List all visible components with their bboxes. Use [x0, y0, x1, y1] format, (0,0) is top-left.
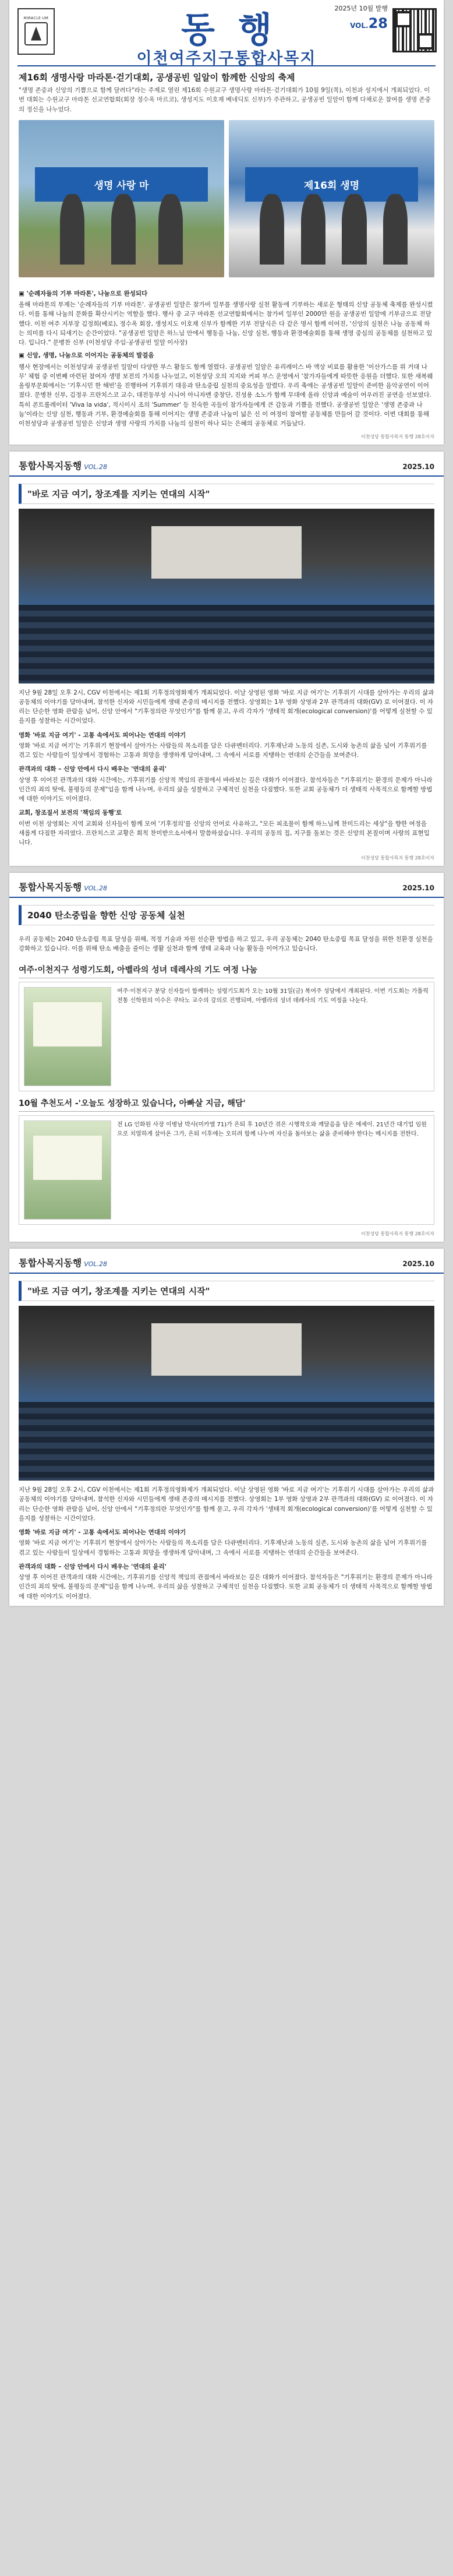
subsection-title: 관객과의 대화 – 신앙 안에서 다시 배우는 '연대의 윤리' — [19, 766, 167, 773]
footnote: 이천성당 통합사목지 통행 28호이자 — [361, 1231, 434, 1237]
event-photo-2 — [229, 120, 434, 277]
book-cover-image — [24, 1120, 111, 1220]
issue-date: 2025년 10월 발행 — [334, 5, 388, 12]
subsection-title: 영화 '바로 지금 여기' - 고통 속에서도 피어나는 연대의 이야기 — [19, 731, 186, 739]
newsletter-page-3 — [9, 873, 444, 1242]
page-header-date: 2025.10 — [402, 883, 434, 892]
photo-banner: 생명 사랑 마 — [35, 167, 208, 202]
paragraph: 영화 '바로 지금 여기'는 기후위기 현장에서 살아가는 사람들의 목소리를 담은 다큐멘터리다. 기후재난과 노동의 실존, 도시와 농촌의 삶을 넘어 기후위기를 겪고 있는 사람들이 일상에서 경험하는 고통과 희망을 생생하게 담아내며, 그 속에서 서로를 지탱하는 연대의 순간들을 보여준다. — [19, 1539, 427, 1556]
paragraph: 지난 9월 28일 오후 2시, CGV 이천에서는 제1회 기후정의영화제가 개최되었다. 이날 상영된 영화 '바로 지금 여기'는 기후위기 시대를 살아가는 우리의 삶과 공동체의 이야기를 담아내며, 참석한 신자와 시민들에게 생태 존중의 메시지를 전했다. 상영회는 1부 영화 상영과 2부 관객과의 대화(GV) 로 이어졌다. 이 자리는 단순한 영화 관람을 넘어, 신앙 안에서 "기후정의란 무엇인가"를 함께 묻고, 우리 각자가 '생태적 회개(ecological conversion)'를 어떻게 실천할 수 있을지를 성찰하는 시간이었다. — [19, 1486, 434, 1522]
paragraph: 상영 후 이어진 관객과의 대화 시간에는, 기후위기를 신앙적 책임의 관점에서 바라보는 깊은 대화가 이어졌다. 참석자들은 "기후위기는 환경의 문제가 아니라 인간의 죄의 탓에, 불평등의 문제"임을 함께 나누며, 우리의 삶을 성찰하고 구체적인 실천을 다짐했다. 또한 교회 공동체가 더 생태적 사목적으로 함께할 방법에 대한 이야기도 이어졌다. — [19, 1574, 433, 1600]
article-body — [9, 283, 444, 431]
article-headline: 제16회 생명사랑 마라톤·걷기대회, 공생공빈 일알이 함께한 신앙의 축제 — [19, 72, 295, 83]
subsection-title: 영화 '바로 지금 여기' - 고통 속에서도 피어나는 연대의 이야기 — [19, 1529, 186, 1537]
article-body — [9, 930, 444, 958]
poster-image — [24, 987, 111, 1086]
newsletter-page-1 — [9, 0, 444, 445]
page-header — [9, 873, 444, 898]
paragraph: 우리 공동체는 2040 탄소중립 목표 달성을 위해, 적정 기술과 자원 선순환 방법을 하고 있고, 우리 공동체는 2040 탄소중립 목표 달성을 위한 친환경 실천을 강화하고 있습니다. 이를 위해 탄소 배출을 줄이는 생활 실천과 함께 생태 교육과 나눔 활동을 이어가고 있습니다. — [19, 935, 433, 952]
page-header — [9, 452, 444, 477]
paragraph: 행사 현장에서는 이천성당과 공생공빈 일알이 다양한 부스 활동도 함께 열렸다. 공생공빈 일알은 유리레이스 바 액상 비료를 활용한 '이산가스를 위 거대 나무' 체험 중 이번째 마련된 참여자 생명 보전의 가치를 나누었고, 이천성당 오의 지지와 커피 부스 운영에서 '참가자들에게 따뜻한 응원을 더했다. 또한 새복웨올링부문회에서는 '기후시민 한 해빈'을 진행하여 기후위기 대응과 탄소중립 실천의 중요성을 알렸다. 우리 축에는 공생공빈 일알이 준비한 음악공연이 이어졌다. 문병찬 신부, 김정우 프란치스코 교수, 대전동부성 시니어 아니자맨 중창단, 진성용 소노가 함께 무대에 올라 신앙과 예술이 어우러진 공연을 선보였다. 특히 콘트롤레이터 'Viva la vida', 적시이시 조의 'Summer' 등 친숙한 곡들이 참가자들에게 큰 감동과 기쁨을 전했다. 공생공빈 일알은 '생명 존중과 나눔'이라는 신앙 실천, 행동과 기부, 환경예술회를 통해 이어지는 생명 존중과 나눔이 넓은 신 이 여정이 참여할 공동체를 만들어 갈 것이다. 이번 대회를 통해 이천성당과 공생공빈 일알은 신앙과 생명 사랑의 가치를 나눔의 실천이 하나 되는 은혜의 공동체로 거듭났다. — [19, 363, 433, 428]
paragraph: 지난 9월 28일 오후 2시, CGV 이천에서는 제1회 기후정의영화제가 개최되었다. 이날 상영된 영화 '바로 지금 여기'는 기후위기 시대를 살아가는 우리의 삶과 공동체의 이야기를 담아내며, 참석한 신자와 시민들에게 생태 존중의 메시지를 전했다. 상영회는 1부 영화 상영과 2부 관객과의 대화(GV) 로 이어졌다. 이 자리는 단순한 영화 관람을 넘어, 신앙 안에서 "기후정의란 무엇인가"를 함께 묻고, 우리 각자가 '생태적 회개(ecological conversion)'를 어떻게 실천할 수 있을지를 성찰하는 시간이었다. — [19, 689, 434, 725]
article-body — [9, 1481, 444, 1606]
newsletter-page-2 — [9, 452, 444, 866]
page-header-name: 통합사목지동행 VOL.28 — [19, 881, 108, 893]
subsection-title: 교회, 창조질서 보전의 '책임의 동행'로 — [19, 809, 122, 817]
paragraph: 이번 이천 상영회는 지역 교회와 신자들이 함께 모여 '기후정의'를 신앙의 언어로 사유하고, "모든 피조물이 함께 하느님께 찬미드리는 세상"을 향한 여정을 새롭게 다짐한 자리였다. 프란치스코 교황은 회칙 찬미받으소서에서 말씀하셨습니다. 우리의 공동의 집, 지구를 돌보는 것은 신앙의 본질이며 사랑의 표현입니다. — [19, 820, 430, 847]
volume-number: VOL.28 — [350, 15, 388, 31]
section-title: "바로 지금 여기, 창조계를 지키는 연대의 시작" — [19, 484, 434, 504]
section-title: "바로 지금 여기, 창조계를 지키는 연대의 시작" — [19, 1281, 434, 1301]
card-text: 전 LG 인화원 사장 이병남 박사(미카엘 71)가 은퇴 후 10년간 겪은 시행착오와 깨달음을 담은 에세이. 21년간 대기업 임원으로 치열하게 살아온 그가, 은퇴 이후에는 오히려 함께 나누며 자신을 돌아보는 삶을 준비해야 한다는 메시지를 전한다. — [117, 1122, 427, 1137]
masthead — [9, 0, 444, 68]
page-header-date: 2025.10 — [402, 462, 434, 471]
subsection-title: 10월 추천도서 -'오늘도 성장하고 있습니다, 아빠살 지금, 해담' — [19, 1097, 434, 1112]
subsection-title: 관객과의 대화 – 신앙 안에서 다시 배우는 '연대의 윤리' — [19, 1563, 167, 1570]
page-header-name: 통합사목지동행 VOL.28 — [19, 460, 108, 471]
event-photo-1 — [19, 120, 224, 277]
photo-banner: 제16회 생명 — [245, 167, 418, 202]
page-header-date: 2025.10 — [402, 1260, 434, 1268]
logo-text: MIRACLE·UM — [23, 16, 49, 20]
newsletter-page-4 — [9, 1249, 444, 1606]
prayer-card — [19, 982, 434, 1091]
footnote: 이천성당 통합사목지 통행 28호이자 — [361, 855, 434, 861]
page-header — [9, 1249, 444, 1274]
book-card — [19, 1115, 434, 1225]
subsection-title: 여주·이천지구 성령기도회, 아벨라의 성녀 데레사의 기도 여정 나눔 — [19, 964, 434, 978]
article-body — [9, 683, 444, 852]
newsletter-title: 동행 — [181, 10, 295, 51]
footnote: 이천성당 통합사목지 통행 28호이자 — [361, 434, 434, 439]
article-lead: "생명 존중과 신앙의 기쁨으로 함께 달려다"라는 주제로 열린 제16회 수원교구 생명사랑 마라톤·걷기대회가 10월 9일(목), 이천과 성지에서 개최되었다. 이번 대회는 수원교구 마라톤 선교연합회(회장 정수옥 마르코), 생성지도 이호재 베네딕토 신부)가 주관하고, 공생공빈 일알이 함께 다채로운 참여를 생명 존중의 정신을 나누었다. — [19, 87, 431, 113]
page-header-name: 통합사목지동행 VOL.28 — [19, 1257, 108, 1269]
paragraph: 올해 마라톤의 부제는 '순례자들의 기부 마라톤'. 공생공빈 일알은 참가비 일부를 생명사랑 실천 활동에 기부하는 새로운 형태의 신앙 공동체 축제를 완성시켰다. 이를 통해 나눔의 문화를 확산시키는 역할을 했다. 행사 중 교구 마라톤 선교연합회에서는 참가비 일부인 2000만 원을 공생공빈 일알에 기부금으로 전달했다. 이천 여주 지부장 김정희(베로), 정수옥 회장, 생성지도 이호재 신부가 함께한 기부 전달식은 다 같은 명서 함께 이어진, '신앙의 실천은 나눔 공동체 하는 의미를 다시 되새기는 순간이었다. "공생공빈 일알은 하느님 안에서 행동을 나눔, 신앙 실천, 행동과 환경예술회를 통해 생명 중심의 공동체를 실천하고 있다. 입니다." 문병찬 신부 (이천성당 주임·공생공빈 일알 이사장) — [19, 301, 433, 347]
paragraph: 영화 '바로 지금 여기'는 기후위기 현장에서 살아가는 사람들의 목소리를 담은 다큐멘터리다. 기후재난과 노동의 실존, 도시와 농촌의 삶을 넘어 기후위기를 겪고 있는 사람들이 일상에서 경험하는 고통과 희망을 생생하게 담아내며, 그 속에서 서로를 지탱하는 연대의 순간들을 보여준다. — [19, 742, 427, 759]
cinema-photo — [19, 1306, 434, 1481]
subsection-title: ▣ '순례자들의 기부 마라톤', 나눔으로 완성되다 — [19, 290, 148, 297]
subsection-title: ▣ 신앙, 생명, 나눔으로 이어지는 공동체의 발걸음 — [19, 352, 154, 360]
paragraph: 상영 후 이어진 관객과의 대화 시간에는, 기후위기를 신앙적 책임의 관점에서 바라보는 깊은 대화가 이어졌다. 참석자들은 "기후위기는 환경의 문제가 아니라 인간의 죄의 탓에, 불평등의 문제"임을 함께 나누며, 우리의 삶을 성찰하고 구체적인 실천을 다짐했다. 또한 교회 공동체가 더 생태적 사목적으로 함께할 방법에 대한 이야기도 이어졌다. — [19, 776, 433, 803]
card-text: 여주·이천지구 분당 신자들이 함께하는 성령기도회가 오는 10월 31일(금) 복여주 성당에서 개최된다. 이번 기도회는 가톨릭 전통 신학원의 이수은 쿠타노 교수의 강의로 진행되며, 아벨라의 성녀 데레사의 기도 여정을 나눈다. — [117, 988, 429, 1004]
qr-code-icon[interactable] — [392, 8, 437, 52]
photo-row — [9, 114, 444, 283]
section-title: 2040 탄소중립을 향한 신앙 공동체 실천 — [19, 905, 434, 925]
newsletter-subtitle: 이천여주지구통합사목지 — [136, 50, 317, 68]
cinema-photo — [19, 509, 434, 683]
